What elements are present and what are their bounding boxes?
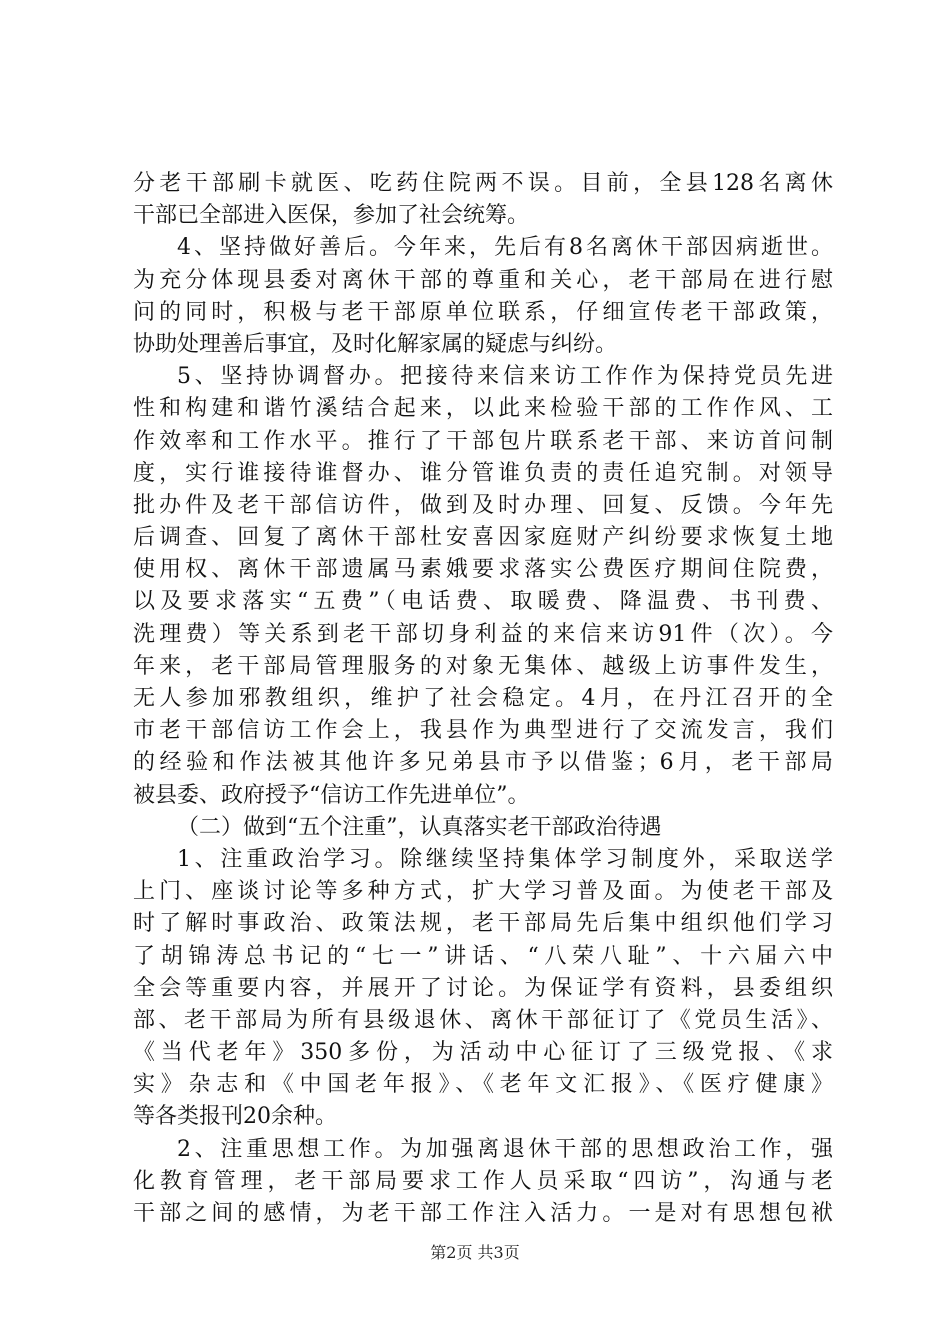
text-line: 等各类报刊20余种。 xyxy=(133,1104,337,1130)
text-line: 协助处理善后事宜，及时化解家属的疑虑与纠纷。 xyxy=(133,331,618,357)
text-line: 批办件及老干部信访件，做到及时办理、回复、反馈。今年先 xyxy=(133,492,833,518)
paragraph-first-line: 2、注重思想工作。为加强离退休干部的思想政治工作，强 xyxy=(177,1136,833,1162)
text-line: 后调查、回复了离休干部杜安喜因家庭财产纠纷要求恢复土地 xyxy=(133,525,833,551)
text-line: 实》杂志和《中国老年报》、《老年文汇报》、《医疗健康》 xyxy=(133,1072,833,1098)
text-line: 全会等重要内容，并展开了讨论。为保证学有资料，县委组织 xyxy=(133,975,833,1001)
text-line: 上门、座谈讨论等多种方式，扩大学习普及面。为使老干部及 xyxy=(133,879,833,905)
text-line: 了胡锦涛总书记的“七一”讲话、“八荣八耻”、十六届六中 xyxy=(133,943,833,969)
section-heading: （二）做到“五个注重”，认真落实老干部政治待遇 xyxy=(177,814,662,840)
text-line: 化教育管理，老干部局要求工作人员采取“四访”，沟通与老 xyxy=(133,1168,833,1194)
paragraph-first-line: 4、坚持做好善后。今年来，先后有8名离休干部因病逝世。 xyxy=(177,235,833,261)
text-line: 使用权、离休干部遗属马素娥要求落实公费医疗期间住院费， xyxy=(133,557,833,583)
text-line: 为充分体现县委对离休干部的尊重和关心，老干部局在进行慰 xyxy=(133,267,833,293)
text-line: 度，实行谁接待谁督办、谁分管谁负责的责任追究制。对领导 xyxy=(133,460,833,486)
text-line: 的经验和作法被其他许多兄弟县市予以借鉴；6月，老干部局 xyxy=(133,750,833,776)
document-body xyxy=(133,168,833,1230)
text-line: 干部之间的感情，为老干部工作注入活力。一是对有思想包袱 xyxy=(133,1201,833,1226)
text-line: 被县委、政府授予“信访工作先进单位”。 xyxy=(133,782,530,808)
text-line: 性和构建和谐竹溪结合起来，以此来检验干部的工作作风、工 xyxy=(133,396,833,422)
text-line: 分老干部刷卡就医、吃药住院两不误。目前，全县128名离休 xyxy=(133,171,833,196)
text-line: 市老干部信访工作会上，我县作为典型进行了交流发言，我们 xyxy=(133,718,833,744)
text-line: 洗理费）等关系到老干部切身利益的来信来访91件（次）。今 xyxy=(133,621,833,647)
page-footer xyxy=(0,1240,950,1263)
text-line: 作效率和工作水平。推行了干部包片联系老干部、来访首问制 xyxy=(133,428,833,454)
text-line: 部、老干部局为所有县级退休、离休干部征订了《党员生活》、 xyxy=(133,1007,833,1033)
text-line: 时了解时事政治、政策法规，老干部局先后集中组织他们学习 xyxy=(133,911,833,937)
text-line: 无人参加邪教组织，维护了社会稳定。4月，在丹江召开的全 xyxy=(133,686,833,711)
text-line: 以及要求落实“五费”（电话费、取暖费、降温费、书刊费、 xyxy=(133,589,833,615)
text-line: 《当代老年》350多份，为活动中心征订了三级党报、《求 xyxy=(133,1040,833,1066)
paragraph-first-line: 1、注重政治学习。除继续坚持集体学习制度外，采取送学 xyxy=(177,846,833,872)
page-number: 第2页 共3页 xyxy=(430,1243,520,1262)
text-line: 干部已全部进入医保，参加了社会统筹。 xyxy=(133,203,530,229)
text-line: 年来，老干部局管理服务的对象无集体、越级上访事件发生， xyxy=(133,653,833,679)
text-line: 问的同时，积极与老干部原单位联系，仔细宣传老干部政策， xyxy=(133,299,833,325)
paragraph-first-line: 5、坚持协调督办。把接待来信来访工作作为保持党员先进 xyxy=(177,364,833,390)
